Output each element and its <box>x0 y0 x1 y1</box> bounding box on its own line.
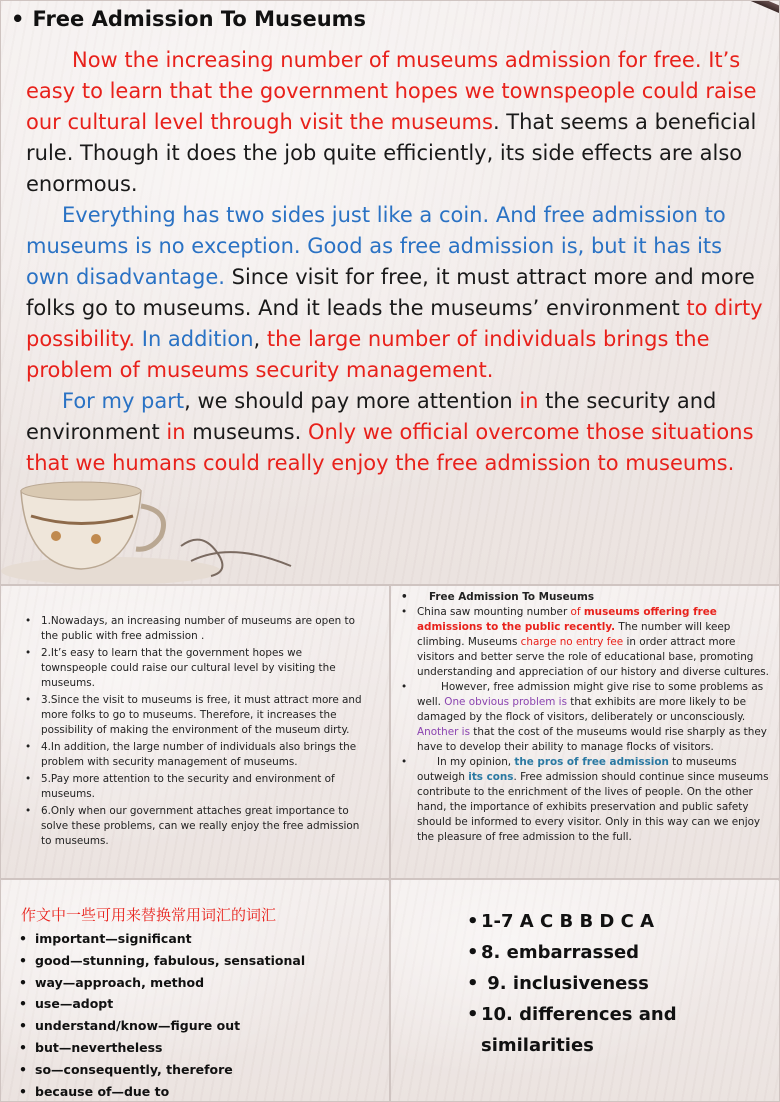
essay-paragraph-1: • China saw mounting number of museums offering free admissions to the public recently. The number will keep climbing. Museums charge no entry fee in order attract more visitors and better serve the role of educational base, promoting understanding and appreciation of our history and diverse cultures. <box>401 606 769 678</box>
decorative-rod <box>262 585 390 593</box>
list-item: • 9. inclusiveness <box>467 973 649 994</box>
list-item: • so—consequently, therefore <box>19 1061 233 1077</box>
essay-paragraph-3: • In my opinion, the pros of free admission to museums outweigh its cons. Free admission should continue since museums contribute to the enrichment of the lives of people. On the other hand, the importance of exhibits preservation and public safety should be informed to every visitor. Only in this way can we enjoy the pleasure of free admission to the full. <box>401 756 769 843</box>
slide-3 <box>390 585 780 879</box>
list-item: • 4.In addition, the large number of individuals also brings the problem with security management of museums. <box>25 741 357 768</box>
list-item: • important—significant <box>19 931 192 946</box>
slide-4 <box>0 879 390 1102</box>
slide-2 <box>0 585 390 879</box>
list-item: • because of—due to <box>19 1083 170 1099</box>
teacup-icon <box>1 471 301 585</box>
paragraph-1: Now the increasing number of museums admission for free. It’s easy to learn that the government hopes we townspeople could raise our cultural level through visit the museums. That seems a beneficial rule. Though it does the job quite efficiently, its side effects are also enormous. <box>26 48 757 196</box>
paragraph-3: For my part, we should pay more attention in the security and environment in museums. Only we official overcome those situations that we humans could really enjoy the free admission to museums. <box>26 389 754 475</box>
list-item: • 1.Nowadays, an increasing number of museums are open to the public with free admission . <box>25 615 355 642</box>
list-item: • 6.Only when our government attaches great importance to solve these problems, can we really enjoy the free admission to museums. <box>25 805 360 847</box>
list-item: • but—nevertheless <box>19 1039 163 1055</box>
essay-paragraph-2: • However, free admission might give rise to some problems as well. One obvious problem is that exhibits are more likely to be damaged by the flock of visitors, deliberately or unconsciously. Another is that the cost of the museums would rise sharply as they have to develop their ability to manage flocks of visitors. <box>401 681 767 753</box>
list-item: • good—stunning, fabulous, sensational <box>19 952 306 968</box>
decorative-rod <box>652 879 780 889</box>
list-item: • way—approach, method <box>19 974 205 990</box>
list-item: • use—adopt <box>19 996 114 1012</box>
sample-essay <box>401 590 771 845</box>
list-item: • 10. differences and similarities <box>467 1004 677 1056</box>
decorative-rod <box>262 879 390 889</box>
vocabulary-list <box>19 928 379 1102</box>
essay-title: • Free Admission To Museums <box>401 591 595 603</box>
list-item: • 8. embarrassed <box>467 942 640 963</box>
list-item: • 1-7 A C B B D C A <box>467 911 655 932</box>
slide-5 <box>390 879 780 1102</box>
list-item: • 3.Since the visit to museums is free, it must attract more and more folks to go to museums. Therefore, it increases the possibility of making the environment of the museum dirty. <box>25 694 362 736</box>
outline-list <box>25 614 370 851</box>
slide-1-essay <box>26 45 771 479</box>
list-item: • understand/know—figure out <box>19 1018 241 1034</box>
decorative-rod <box>579 0 780 22</box>
vocabulary-title: 作文中一些可用来替换常用词汇的词汇 <box>21 906 277 924</box>
answer-key <box>467 906 767 1061</box>
list-item: • 2.It’s easy to learn that the government hopes we townspeople could raise our cultural level by visiting the museums. <box>25 647 336 689</box>
list-item: • 5.Pay more attention to the security and environment of museums. <box>25 773 335 800</box>
slide-1-title: • Free Admission To Museums <box>11 7 367 31</box>
paragraph-2: Everything has two sides just like a coin. And free admission to museums is no exception. Good as free admission is, but it has its own disadvantage. Since visit for free, it must attract more and more folks go to museums. And it leads the museums’ environment to dirty possibility. In addition, the large number of individuals brings the problem of museums security management. <box>26 203 763 382</box>
